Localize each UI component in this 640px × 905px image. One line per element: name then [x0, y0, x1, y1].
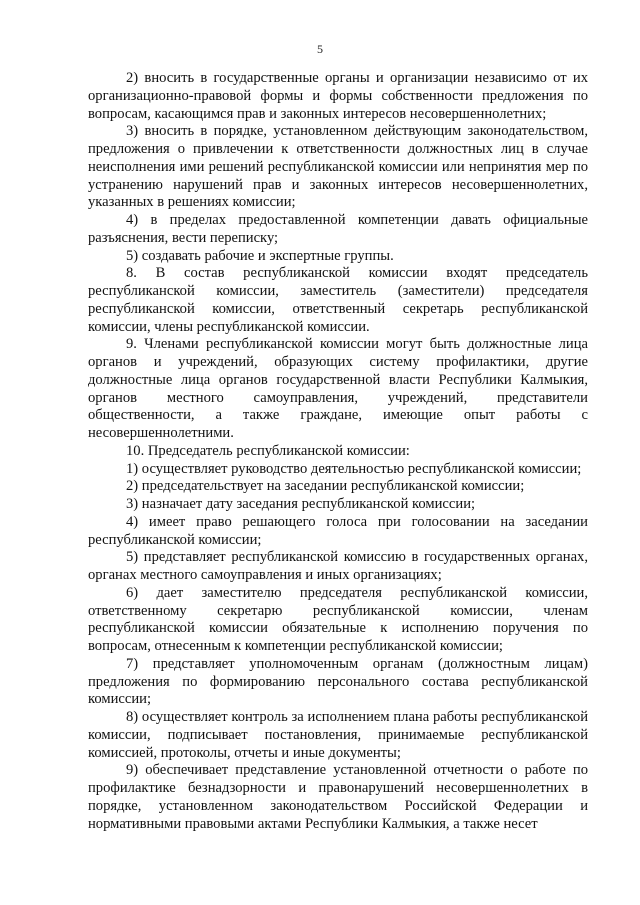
paragraph: 9) обеспечивает представление установленной отчетности о работе по профилактике безнадзорности и правонарушений несовершеннолетних в порядке, установленном законодательством Российской Федерации и нормативными правовыми актами Республики Калмыкия, а также несет	[88, 762, 588, 832]
paragraph: 2) председательствует на заседании республиканской комиссии;	[126, 478, 525, 495]
paragraph: 8) осуществляет контроль за исполнением плана работы республиканской комиссии, подписывает постановления, принимаемые республиканской комиссией, протоколы, отчеты и иные документы;	[88, 709, 588, 761]
page-number: 5	[317, 42, 323, 56]
paragraph: 1) осуществляет руководство деятельностью республиканской комиссии;	[126, 460, 582, 477]
paragraph: 8. В состав республиканской комиссии входят председатель республиканской комиссии, заместитель (заместители) председателя республиканской комиссии, ответственный секретарь республиканской комиссии, члены республиканской комиссии.	[88, 265, 588, 335]
paragraph: 6) дает заместителю председателя республиканской комиссии, ответственному секретарю республиканской комиссии, членам республиканской комиссии обязательные к исполнению поручения по вопросам, отнесенным к компетенции республиканской комиссии;	[88, 584, 588, 654]
paragraph: 9. Членами республиканской комиссии могут быть должностные лица органов и учреждений, образующих систему профилактики, другие должностные лица органов государственной власти Республики Калмыкия, органов местного самоуправления, учреждений, представители общественности, а также граждане, имеющие опыт работы с несовершеннолетними.	[88, 336, 588, 441]
paragraph: 3) вносить в порядке, установленном действующим законодательством, предложения о привлечении к ответственности должностных лиц в случае неисполнения ими решений республиканской комиссии или непринятия мер по устранению нарушений прав и законных интересов несовершеннолетних, указанных в решениях комиссии;	[88, 123, 588, 211]
paragraph: 5) создавать рабочие и экспертные группы.	[126, 247, 394, 264]
paragraph: 4) имеет право решающего голоса при голосовании на заседании республиканской комиссии;	[88, 513, 588, 548]
paragraph: 4) в пределах предоставленной компетенции давать официальные разъяснения, вести переписку;	[88, 212, 588, 246]
paragraph: 5) представляет республиканской комиссию в государственных органах, органах местного самоуправления и иных организациях;	[88, 549, 588, 583]
paragraph: 10. Председатель республиканской комиссии:	[126, 442, 410, 459]
paragraph: 2) вносить в государственные органы и организации независимо от их организационно-правовой формы и формы собственности предложения по вопросам, касающимся прав и законных интересов несовершеннолетних;	[88, 70, 588, 122]
document-body	[88, 70, 588, 833]
paragraph: 7) представляет уполномоченным органам (должностным лицам) предложения по формированию персонального состава республиканской комиссии;	[88, 655, 588, 708]
paragraph: 3) назначает дату заседания республиканской комиссии;	[126, 496, 476, 512]
